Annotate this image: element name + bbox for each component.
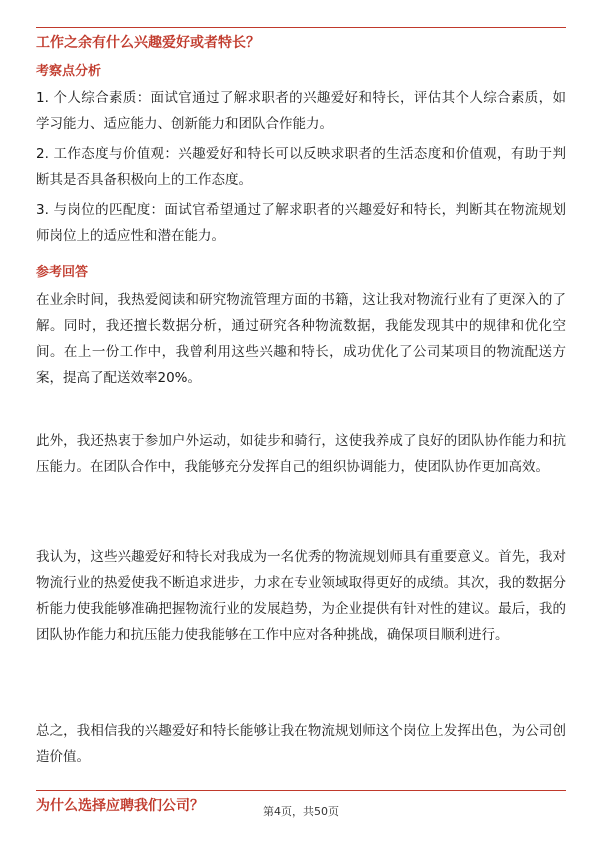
answer-paragraph: 此外，我还热衷于参加户外运动，如徒步和骑行，这使我养成了良好的团队协作能力和抗压能力。在团队合作中，我能够充分发挥自己的组织协调能力，使团队协作更加高效。 (36, 433, 566, 475)
answer-paragraph: 在业余时间，我热爱阅读和研究物流管理方面的书籍，这让我对物流行业有了更深入的了解。同时，我还擅长数据分析，通过研究各种物流数据，我能发现其中的规律和优化空间。在上一份工作中，我曾利用这些兴趣和特长，成功优化了公司某项目的物流配送方案，提高了配送效率20%。 (36, 292, 566, 386)
top-divider (36, 27, 566, 28)
bottom-divider (36, 790, 566, 791)
page-number: 第4页，共50页 (263, 805, 339, 818)
analysis-heading: 考察点分析 (36, 64, 102, 79)
analysis-point: 3. 与岗位的匹配度：面试官希望通过了解求职者的兴趣爱好和特长，判断其在物流规划师岗位上的适应性和潜在能力。 (36, 202, 566, 244)
document-page (36, 0, 566, 842)
answer-paragraph: 我认为，这些兴趣爱好和特长对我成为一名优秀的物流规划师具有重要意义。首先，我对物流行业的热爱使我不断追求进步，力求在专业领域取得更好的成绩。其次，我的数据分析能力使我能够准确把握物流行业的发展趋势，为企业提供有针对性的建议。最后，我的团队协作能力和抗压能力使我能够在工作中应对各种挑战，确保项目顺利进行。 (36, 549, 566, 643)
question-title: 工作之余有什么兴趣爱好或者特长？ (36, 35, 260, 51)
answer-heading: 参考回答 (36, 265, 89, 280)
analysis-point: 2. 工作态度与价值观：兴趣爱好和特长可以反映求职者的生活态度和价值观，有助于判断其是否具备积极向上的工作态度。 (36, 146, 566, 188)
analysis-point: 1. 个人综合素质：面试官通过了解求职者的兴趣爱好和特长，评估其个人综合素质，如学习能力、适应能力、创新能力和团队合作能力。 (36, 90, 566, 132)
answer-paragraph: 总之，我相信我的兴趣爱好和特长能够让我在物流规划师这个岗位上发挥出色，为公司创造价值。 (36, 723, 566, 765)
next-question-title: 为什么选择应聘我们公司？ (36, 798, 204, 814)
